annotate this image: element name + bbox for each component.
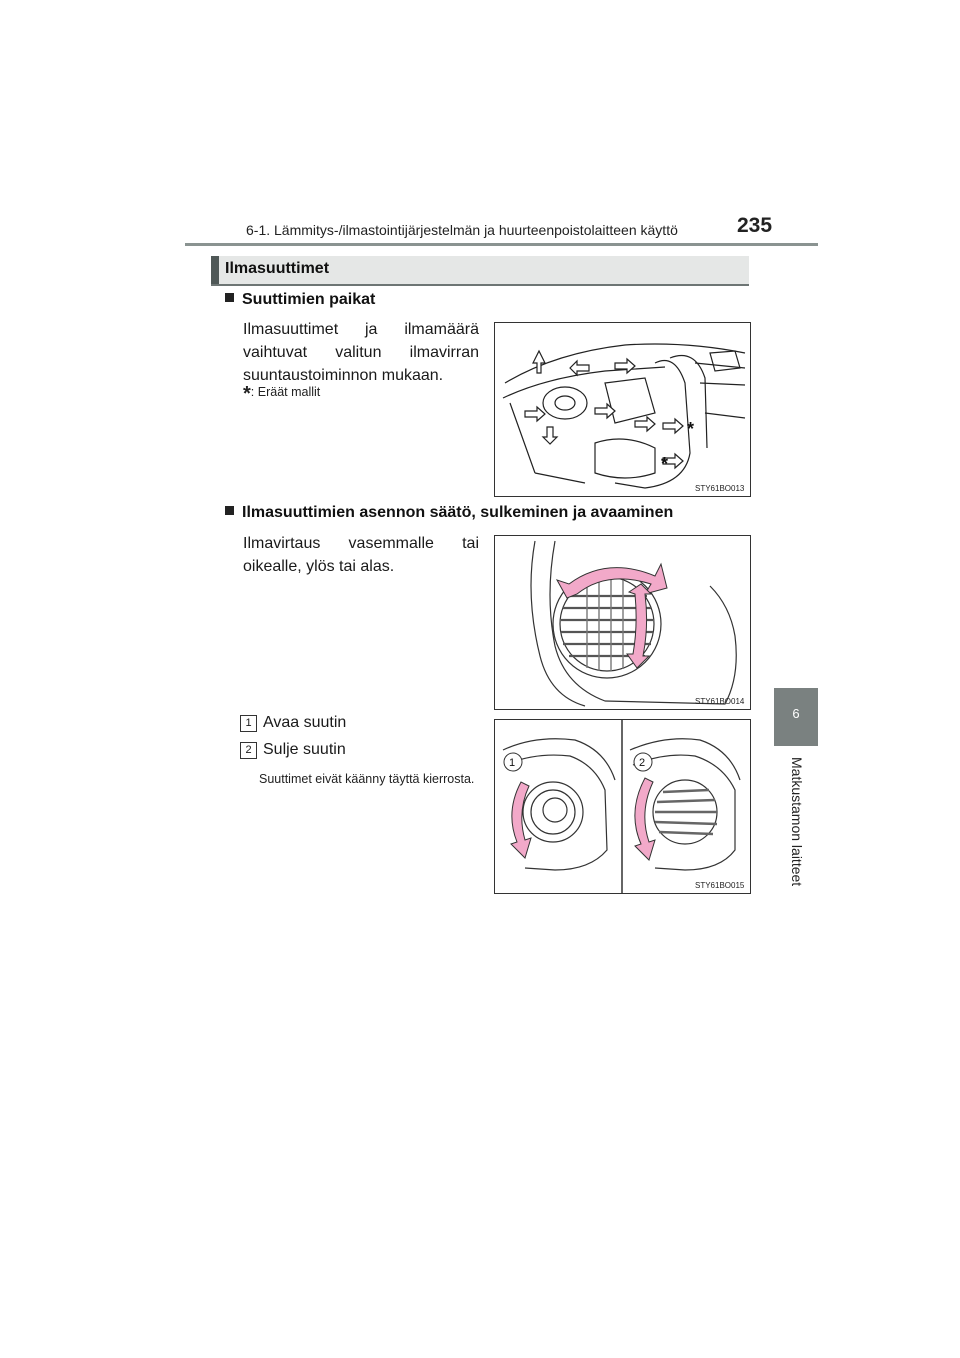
footnote-text: : Eräät mallit <box>250 385 321 399</box>
figure-asterisk-2: * <box>661 454 669 474</box>
subheading-text: Suuttimien paikat <box>242 291 376 308</box>
callout-2: 2 <box>639 757 646 769</box>
figure-code: STY61BO015 <box>695 881 745 890</box>
subheading-text: Ilmasuuttimien asennon säätö, sulkeminen ja avaaminen <box>242 504 674 521</box>
list-item-label: Avaa suutin <box>263 714 347 731</box>
note-rotation: Suuttimet eivät käänny täyttä kierrosta. <box>259 772 475 786</box>
header-rule <box>185 243 818 246</box>
figure-vent-adjust <box>494 535 751 710</box>
list-item-close <box>240 741 346 759</box>
list-item-label: Sulje suutin <box>263 741 346 758</box>
figure-cabin-vents <box>494 322 751 497</box>
section-heading-bar <box>211 256 219 284</box>
section-rule <box>211 284 749 286</box>
section-heading <box>211 256 749 284</box>
figure-open-close <box>494 719 751 894</box>
chapter-header: 6-1. Lämmitys-/ilmastointijärjestelmän ja huurteenpoistolaitteen käyttö <box>246 222 678 238</box>
chapter-tab[interactable] <box>774 688 818 746</box>
callout-1: 1 <box>509 757 516 769</box>
page-number: 235 <box>737 214 773 237</box>
figure-asterisk-1: * <box>687 419 695 439</box>
figure-code: STY61BO014 <box>695 697 745 706</box>
section-title: Ilmasuuttimet <box>225 260 330 277</box>
paragraph-vent-locations: Ilmasuuttimet ja ilmamäärä vaihtuvat valitun ilmavirran suuntaustoiminnon mukaan. <box>243 321 479 384</box>
chapter-tab-label: Matkustamon laitteet <box>789 757 805 887</box>
number-badge: 2 <box>240 742 257 759</box>
list-item-open <box>240 714 346 732</box>
subheading-vent-adjust <box>225 504 673 522</box>
paragraph-vent-adjust: Ilmavirtaus vasemmalle tai oikealle, ylös tai alas. <box>243 535 479 575</box>
vent-adjust-illustration <box>495 536 750 709</box>
bullet-square-icon <box>225 293 234 302</box>
open-close-illustration <box>495 720 750 893</box>
bullet-square-icon <box>225 506 234 515</box>
figure-code: STY61BO013 <box>695 484 745 493</box>
footnote-mark: * <box>243 383 251 405</box>
chapter-tab-number: 6 <box>792 706 800 721</box>
subheading-vent-locations <box>225 291 375 309</box>
footnote <box>243 383 321 405</box>
cabin-illustration <box>495 323 750 496</box>
number-badge: 1 <box>240 715 257 732</box>
